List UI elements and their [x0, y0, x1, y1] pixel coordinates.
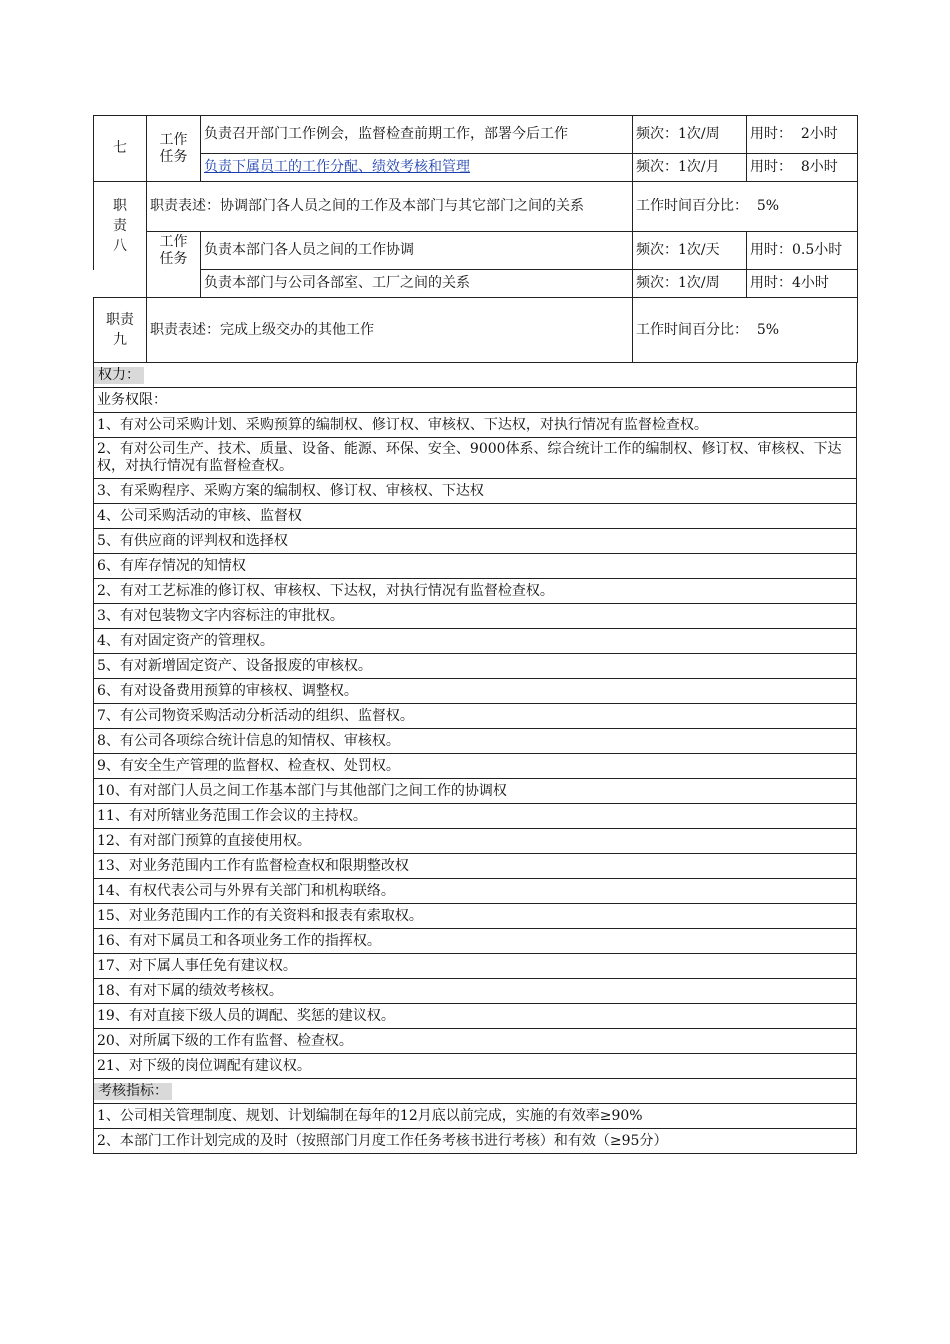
duty8-task-time: 用时：4小时	[747, 270, 858, 298]
authority-item: 2、有对公司生产、技术、质量、设备、能源、环保、安全、9000体系、综合统计工作的编制权、修订权、审核权、下达权，对执行情况有监督检查权。	[94, 438, 857, 479]
assessment-item: 2、本部门工作计划完成的及时（按照部门月度工作任务考核书进行考核）和有效（≥95分）	[94, 1129, 857, 1154]
authority-item-row	[94, 704, 857, 729]
authority-table	[93, 362, 857, 1079]
authority-item: 17、对下属人事任免有建议权。	[94, 954, 857, 979]
authority-item-row	[94, 629, 857, 654]
authority-item-row	[94, 654, 857, 679]
authority-item-row	[94, 729, 857, 754]
authority-item: 19、有对直接下级人员的调配、奖惩的建议权。	[94, 1004, 857, 1029]
authority-item: 3、有采购程序、采购方案的编制权、修订权、审核权、下达权	[94, 479, 857, 504]
assessment-item-row	[94, 1104, 857, 1129]
authority-item: 11、有对所辖业务范围工作会议的主持权。	[94, 804, 857, 829]
authority-item: 20、对所属下级的工作有监督、检查权。	[94, 1029, 857, 1054]
authority-item: 10、有对部门人员之间工作基本部门与其他部门之间工作的协调权	[94, 779, 857, 804]
authority-item-row	[94, 554, 857, 579]
duty8-description-row	[94, 182, 858, 232]
authority-item-row	[94, 604, 857, 629]
authority-item-row	[94, 1054, 857, 1079]
blank-cell	[147, 270, 201, 298]
assessment-heading: 考核指标：	[94, 1083, 172, 1100]
duty8-task-row	[94, 232, 858, 270]
duty7-task-time: 用时： 2小时	[747, 116, 858, 154]
authority-item: 12、有对部门预算的直接使用权。	[94, 829, 857, 854]
authority-heading-row	[94, 363, 857, 388]
authority-item-row	[94, 854, 857, 879]
authority-item: 5、有供应商的评判权和选择权	[94, 529, 857, 554]
duty7-task-freq: 频次：1次/周	[633, 116, 747, 154]
authority-subheading: 业务权限：	[94, 388, 857, 413]
duty9-percent: 工作时间百分比： 5%	[633, 298, 858, 363]
duty7-task-row	[94, 154, 858, 182]
duty9-label: 职责 九	[94, 298, 147, 363]
authority-item: 6、有库存情况的知情权	[94, 554, 857, 579]
authority-item-row	[94, 779, 857, 804]
assessment-table	[93, 1078, 857, 1154]
authority-item: 15、对业务范围内工作的有关资料和报表有索取权。	[94, 904, 857, 929]
duty9-description: 职责表述：完成上级交办的其他工作	[147, 298, 633, 363]
authority-item-row	[94, 979, 857, 1004]
duty8-task-label: 工作 任务	[147, 232, 201, 270]
duty8-task-freq: 频次：1次/周	[633, 270, 747, 298]
authority-item: 1、有对公司采购计划、采购预算的编制权、修订权、审核权、下达权，对执行情况有监督检查权。	[94, 413, 857, 438]
authority-item-row	[94, 804, 857, 829]
authority-subheading-row	[94, 388, 857, 413]
authority-item-row	[94, 879, 857, 904]
authority-item-row	[94, 829, 857, 854]
authority-item-row	[94, 413, 857, 438]
duty7-task-text: 负责召开部门工作例会，监督检查前期工作，部署今后工作	[201, 116, 633, 154]
authority-item: 8、有公司各项综合统计信息的知情权、审核权。	[94, 729, 857, 754]
task-link-text[interactable]: 负责下属员工的工作分配、绩效考核和管理	[204, 159, 470, 175]
assessment-item-row	[94, 1129, 857, 1154]
authority-item-row	[94, 504, 857, 529]
authority-item: 13、对业务范围内工作有监督检查权和限期整改权	[94, 854, 857, 879]
authority-item-row	[94, 1004, 857, 1029]
authority-item: 2、有对工艺标准的修订权、审核权、下达权，对执行情况有监督检查权。	[94, 579, 857, 604]
authority-item-row	[94, 479, 857, 504]
duty7-task-row	[94, 116, 858, 154]
authority-item: 16、有对下属员工和各项业务工作的指挥权。	[94, 929, 857, 954]
authority-item-row	[94, 529, 857, 554]
duty7-task-link[interactable]	[201, 154, 633, 182]
duty8-task-text: 负责本部门与公司各部室、工厂之间的关系	[201, 270, 633, 298]
duty7-number: 七	[94, 116, 147, 182]
authority-item: 4、有对固定资产的管理权。	[94, 629, 857, 654]
job-description-page	[93, 115, 857, 1154]
duty7-task-freq: 频次：1次/月	[633, 154, 747, 182]
authority-item-row	[94, 1029, 857, 1054]
duty7-task-time: 用时： 8小时	[747, 154, 858, 182]
duty8-task-time: 用时：0.5小时	[747, 232, 858, 270]
authority-item: 4、公司采购活动的审核、监督权	[94, 504, 857, 529]
authority-item: 18、有对下属的绩效考核权。	[94, 979, 857, 1004]
authority-item-row	[94, 954, 857, 979]
authority-item-row	[94, 904, 857, 929]
authority-item: 7、有公司物资采购活动分析活动的组织、监督权。	[94, 704, 857, 729]
duty8-label: 职 责 八	[94, 182, 147, 270]
duty8-task-text: 负责本部门各人员之间的工作协调	[201, 232, 633, 270]
authority-item-row	[94, 679, 857, 704]
authority-heading: 权力：	[94, 367, 144, 384]
assessment-item: 1、公司相关管理制度、规划、计划编制在每年的12月底以前完成，实施的有效率≥90%	[94, 1104, 857, 1129]
duty7-task-label: 工作 任务	[147, 116, 201, 182]
authority-item-row	[94, 754, 857, 779]
duty8-task-row	[94, 270, 858, 298]
assessment-heading-row	[94, 1079, 857, 1104]
duty8-task-freq: 频次：1次/天	[633, 232, 747, 270]
authority-item: 9、有安全生产管理的监督权、检查权、处罚权。	[94, 754, 857, 779]
authority-item-row	[94, 579, 857, 604]
authority-item-row	[94, 438, 857, 479]
duty9-row	[94, 298, 858, 363]
authority-item-row	[94, 929, 857, 954]
duty8-description: 职责表述：协调部门各人员之间的工作及本部门与其它部门之间的关系	[147, 182, 633, 232]
authority-item: 3、有对包装物文字内容标注的审批权。	[94, 604, 857, 629]
duties-table	[93, 115, 858, 363]
authority-item: 5、有对新增固定资产、设备报废的审核权。	[94, 654, 857, 679]
authority-item: 6、有对设备费用预算的审核权、调整权。	[94, 679, 857, 704]
authority-item: 14、有权代表公司与外界有关部门和机构联络。	[94, 879, 857, 904]
authority-item: 21、对下级的岗位调配有建议权。	[94, 1054, 857, 1079]
duty8-percent: 工作时间百分比： 5%	[633, 182, 858, 232]
blank-cell	[94, 270, 147, 298]
